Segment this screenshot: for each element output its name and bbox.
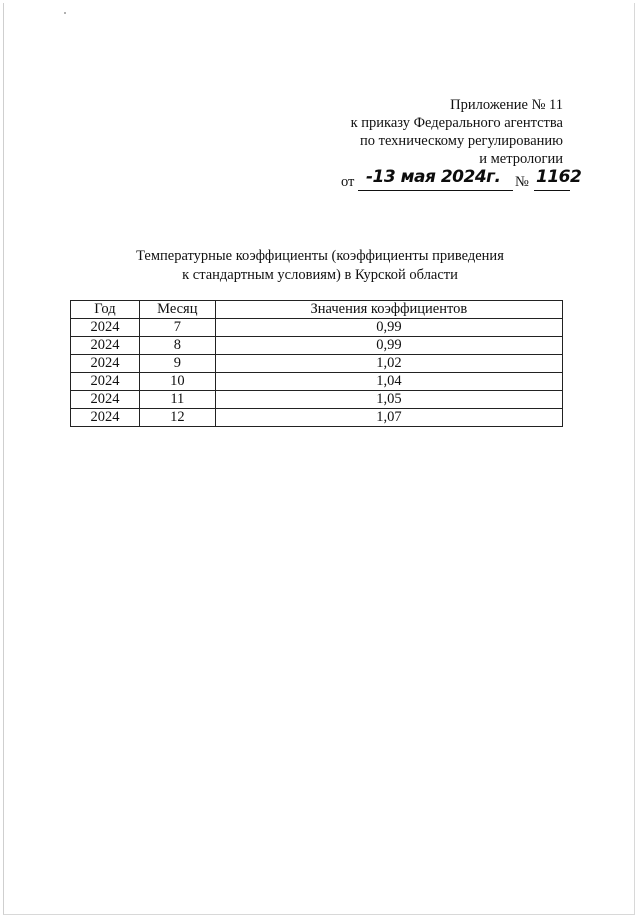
document-title-line-2: к стандартным условиям) в Курской области	[182, 267, 458, 283]
table-header-row	[71, 301, 563, 319]
order-number-field	[534, 167, 582, 191]
column-header-year: Год	[71, 301, 140, 319]
column-header-month: Месяц	[139, 301, 215, 319]
cell-month: 11	[139, 391, 215, 409]
document-title-line-1: Температурные коэффициенты (коэффициенты приведения	[136, 248, 504, 264]
cell-month: 7	[139, 319, 215, 337]
table-row	[71, 355, 563, 373]
cell-year: 2024	[71, 355, 140, 373]
table-row	[71, 319, 563, 337]
cell-month: 10	[139, 373, 215, 391]
scan-speck	[64, 12, 66, 14]
order-date-number-line	[341, 167, 582, 192]
cell-value: 1,04	[215, 373, 562, 391]
document-title	[60, 247, 580, 285]
order-number-handwritten: 1162	[536, 167, 582, 187]
order-date-prefix: от	[341, 174, 355, 190]
cell-month: 8	[139, 337, 215, 355]
cell-value: 1,07	[215, 409, 562, 427]
cell-year: 2024	[71, 337, 140, 355]
order-date-field	[358, 167, 513, 191]
cell-value: 1,02	[215, 355, 562, 373]
cell-year: 2024	[71, 373, 140, 391]
cell-value: 0,99	[215, 337, 562, 355]
appendix-number: Приложение № 11	[450, 97, 563, 113]
table-row	[71, 409, 563, 427]
appendix-agency-line-2: и метрологии	[479, 151, 563, 167]
table-row	[71, 391, 563, 409]
coefficients-table	[70, 300, 563, 427]
cell-value: 0,99	[215, 319, 562, 337]
appendix-order-ref: к приказу Федерального агентства	[350, 115, 563, 131]
appendix-header	[263, 96, 563, 168]
cell-year: 2024	[71, 319, 140, 337]
column-header-value: Значения коэффициентов	[215, 301, 562, 319]
table-row	[71, 337, 563, 355]
cell-year: 2024	[71, 391, 140, 409]
cell-month: 9	[139, 355, 215, 373]
order-number-prefix: №	[515, 174, 529, 190]
cell-year: 2024	[71, 409, 140, 427]
table-row	[71, 373, 563, 391]
cell-month: 12	[139, 409, 215, 427]
order-date-handwritten: -13 мая 2024г.	[366, 167, 501, 187]
cell-value: 1,05	[215, 391, 562, 409]
appendix-agency-line: по техническому регулированию	[359, 133, 563, 149]
